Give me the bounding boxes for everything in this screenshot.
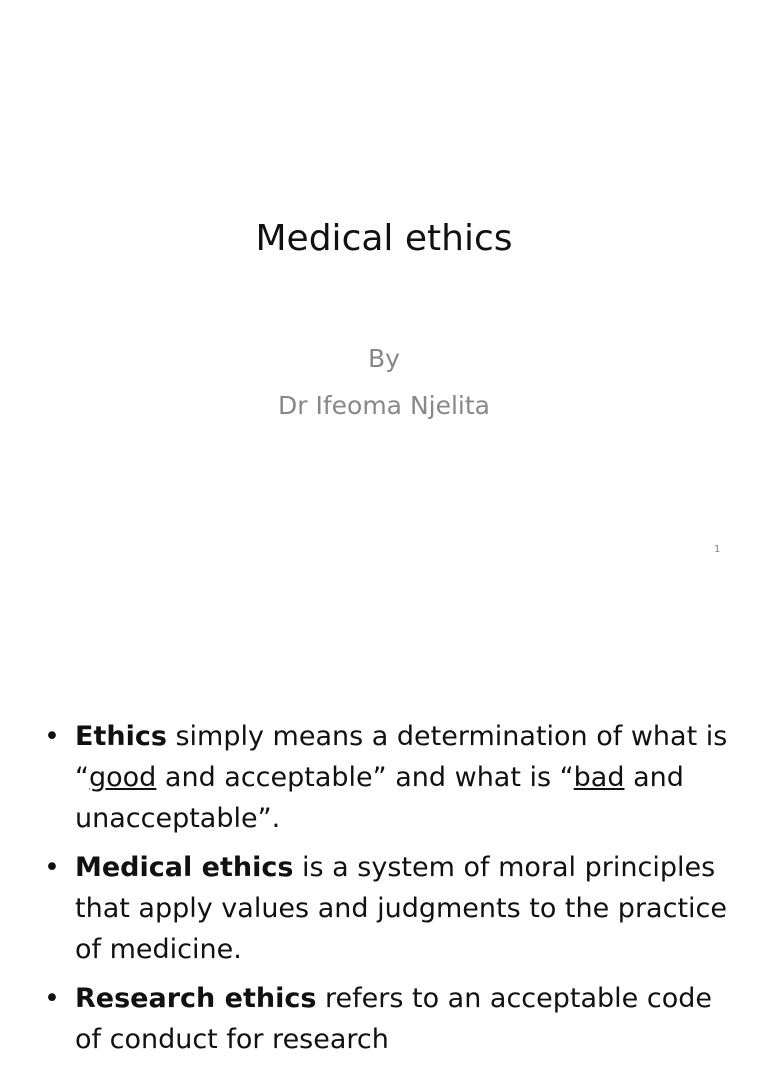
term-ethics: Ethics	[75, 721, 167, 752]
term-medical-ethics: Medical ethics	[75, 852, 294, 883]
bullet-item-medical-ethics	[44, 847, 734, 970]
bullet-icon: •	[44, 852, 60, 883]
content-slide	[0, 680, 768, 1055]
bullet-icon: •	[44, 721, 60, 752]
bullet-text: simply means a determination of what is “	[75, 721, 728, 793]
page-number: 1	[714, 544, 721, 555]
bullet-text: and unacceptable”.	[75, 762, 684, 834]
slide-title: Medical ethics	[255, 218, 513, 259]
bullet-text: is a system of moral principles that apply values and judgments to the practice of medicine.	[75, 852, 727, 965]
slide-subtitle	[0, 335, 768, 429]
subtitle-by: By	[368, 344, 400, 373]
bullet-item-research-ethics	[44, 978, 734, 1060]
bullet-text: and acceptable” and what is “	[156, 762, 574, 793]
term-research-ethics: Research ethics	[75, 983, 317, 1014]
subtitle-author: Dr Ifeoma Njelita	[278, 391, 490, 420]
bullet-text: refers to an acceptable code of conduct for research	[75, 983, 712, 1055]
bullet-list	[44, 716, 734, 1068]
underlined-good: good	[89, 762, 157, 793]
underlined-bad: bad	[573, 762, 625, 793]
bullet-item-ethics	[44, 716, 734, 839]
bullet-icon: •	[44, 983, 60, 1014]
